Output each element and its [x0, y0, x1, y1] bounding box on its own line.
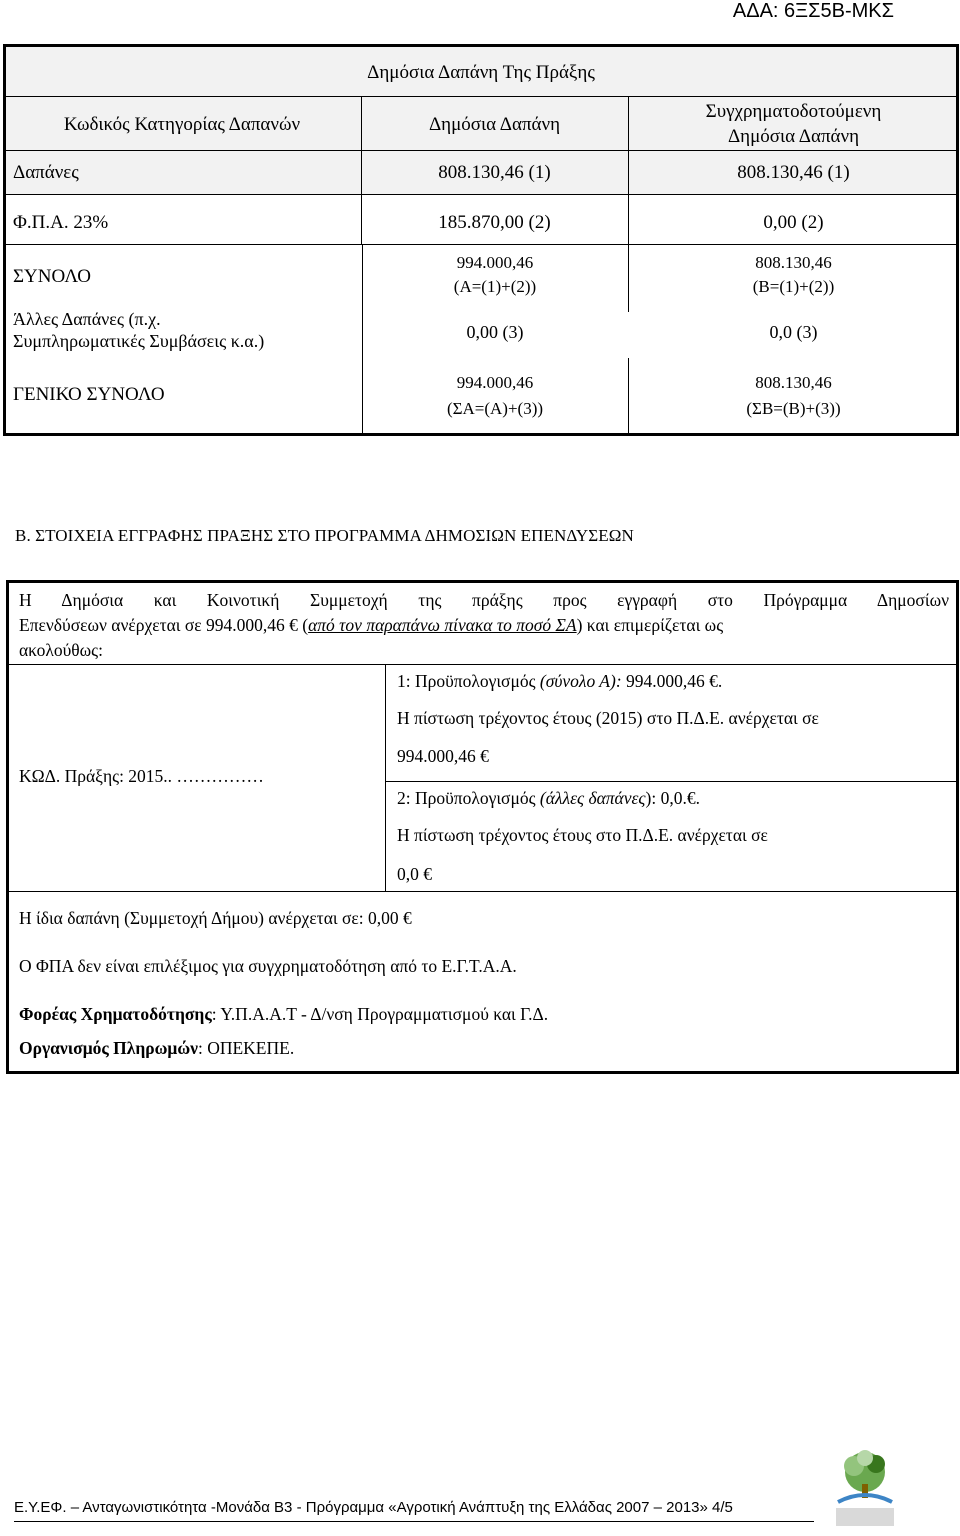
own-expense: Η ίδια δαπάνη (Συμμετοχή Δήμου) ανέρχεται σε: 0,00 € [19, 908, 412, 928]
row-value: 994.000,46 [456, 373, 534, 392]
row-value: 808.130,46 (1) [737, 162, 850, 183]
footer-rule [14, 1521, 814, 1522]
intro-line-3: ακολούθως: [19, 640, 103, 660]
budget-2-line-1 [397, 787, 700, 809]
budget-2-line-2: Η πίστωση τρέχοντος έτους στο Π.Δ.Ε. ανέρχεται σε [397, 825, 768, 845]
hline [3, 244, 959, 245]
col-header-cofunded-1: Συγχρηματοδοτούμενη [705, 101, 882, 122]
table-title: Δημόσια Δαπάνη Της Πράξης [367, 62, 595, 83]
row-value: 185.870,00 (2) [438, 212, 551, 233]
budget-text: 994.000,46 €. [621, 671, 723, 691]
budget-2-line-3: 0,0 € [397, 864, 432, 884]
col-header-cofunded-2: Δημόσια Δαπάνη [727, 126, 860, 147]
project-code: ΚΩΔ. Πράξης: 2015.. …………… [19, 766, 264, 786]
row-value: 0,00 (3) [466, 322, 524, 342]
public-expense-table [3, 44, 959, 436]
row-value: 994.000,46 [456, 253, 534, 272]
row-label-dapanes: Δαπάνες [13, 162, 79, 183]
section-b-title: Β. ΣΤΟΙΧΕΙΑ ΕΓΓΡΑΦΗΣ ΠΡΑΞΗΣ ΣΤΟ ΠΡΟΓΡΑΜΜΑ ΔΗΜΟΣΙΩΝ ΕΠΕΝΔΥΣΕΩΝ [15, 526, 634, 545]
intro-text: Επενδύσεων ανέρχεται σε 994.000,46 € ( [19, 615, 309, 635]
rural-development-logo [832, 1444, 898, 1530]
budget-1-line-2: Η πίστωση τρέχοντος έτους (2015) στο Π.Δ.Ε. ανέρχεται σε [397, 708, 819, 728]
funding-body [19, 1003, 548, 1025]
hline [9, 664, 957, 665]
intro-emphasis: από τον παραπάνω πίνακα το ποσό ΣΑ [308, 615, 577, 635]
payment-org-value: : ΟΠΕΚΕΠΕ. [197, 1038, 295, 1058]
row-label-alles-1: Άλλες Δαπάνες (π.χ. [13, 309, 161, 329]
hline [9, 891, 957, 892]
row-value: (Β=(1)+(2)) [752, 277, 835, 296]
ada-code: ΑΔΑ: 6ΞΣ5Β-ΜΚΣ [732, 0, 894, 22]
intro-text: ) και επιμερίζεται ως [576, 615, 724, 635]
row-label-geniko: ΓΕΝΙΚΟ ΣΥΝΟΛΟ [13, 384, 165, 405]
budget-emphasis: (σύνολο Α): [539, 671, 622, 691]
hline [3, 194, 959, 195]
vline [628, 358, 629, 436]
payment-org [19, 1037, 294, 1059]
hline [3, 96, 959, 97]
budget-text: ): 0,0.€. [645, 788, 700, 808]
row-label-synolo: ΣΥΝΟΛΟ [13, 266, 92, 287]
row-value: (ΣΑ=(Α)+(3)) [446, 399, 544, 418]
row-value: 808.130,46 [755, 253, 832, 272]
hline [385, 781, 957, 782]
footer-text: Ε.Υ.ΕΦ. – Ανταγωνιστικότητα -Μονάδα Β3 - Πρόγραμμα «Αγροτική Ανάπτυξη της Ελλάδας 2007 – 2013» 4/5 [14, 1499, 733, 1516]
budget-text: 1: Προϋπολογισμός [397, 671, 540, 691]
row-value: 0,0 (3) [769, 322, 818, 342]
payment-org-label: Οργανισμός Πληρωμών [19, 1038, 198, 1058]
vat-note: Ο ΦΠΑ δεν είναι επιλέξιμος για συγχρηματοδότηση από το Ε.Γ.Τ.Α.Α. [19, 956, 517, 976]
vline [385, 664, 386, 891]
intro-line-1: Η Δημόσια και Κοινοτική Συμμετοχή της πράξης προς εγγραφή στο Πρόγραμμα Δημοσίων [19, 590, 949, 610]
intro-line-2 [19, 614, 954, 636]
funding-body-value: : Υ.Π.Α.Α.Τ - Δ/νση Προγραμματισμού και Γ.Δ. [211, 1004, 549, 1024]
section-b-box [6, 580, 959, 1074]
row-label-fpa: Φ.Π.Α. 23% [13, 212, 109, 233]
row-value: (Α=(1)+(2)) [453, 277, 537, 296]
budget-1-line-3: 994.000,46 € [397, 746, 489, 766]
budget-text: 2: Προϋπολογισμός [397, 788, 540, 808]
row-value: 0,00 (2) [763, 212, 824, 233]
row-value: 808.130,46 [755, 373, 832, 392]
budget-1-line-1 [397, 670, 722, 692]
row-value: 808.130,46 (1) [438, 162, 551, 183]
col-header-code: Κωδικός Κατηγορίας Δαπανών [63, 114, 301, 135]
budget-emphasis: (άλλες δαπάνες [539, 788, 646, 808]
row-value: (ΣΒ=(Β)+(3)) [746, 399, 841, 418]
col-header-public: Δημόσια Δαπάνη [428, 114, 561, 135]
hline [3, 150, 959, 151]
row-label-alles-2: Συμπληρωματικές Συμβάσεις κ.α.) [13, 331, 265, 351]
funding-body-label: Φορέας Χρηματοδότησης [19, 1004, 212, 1024]
